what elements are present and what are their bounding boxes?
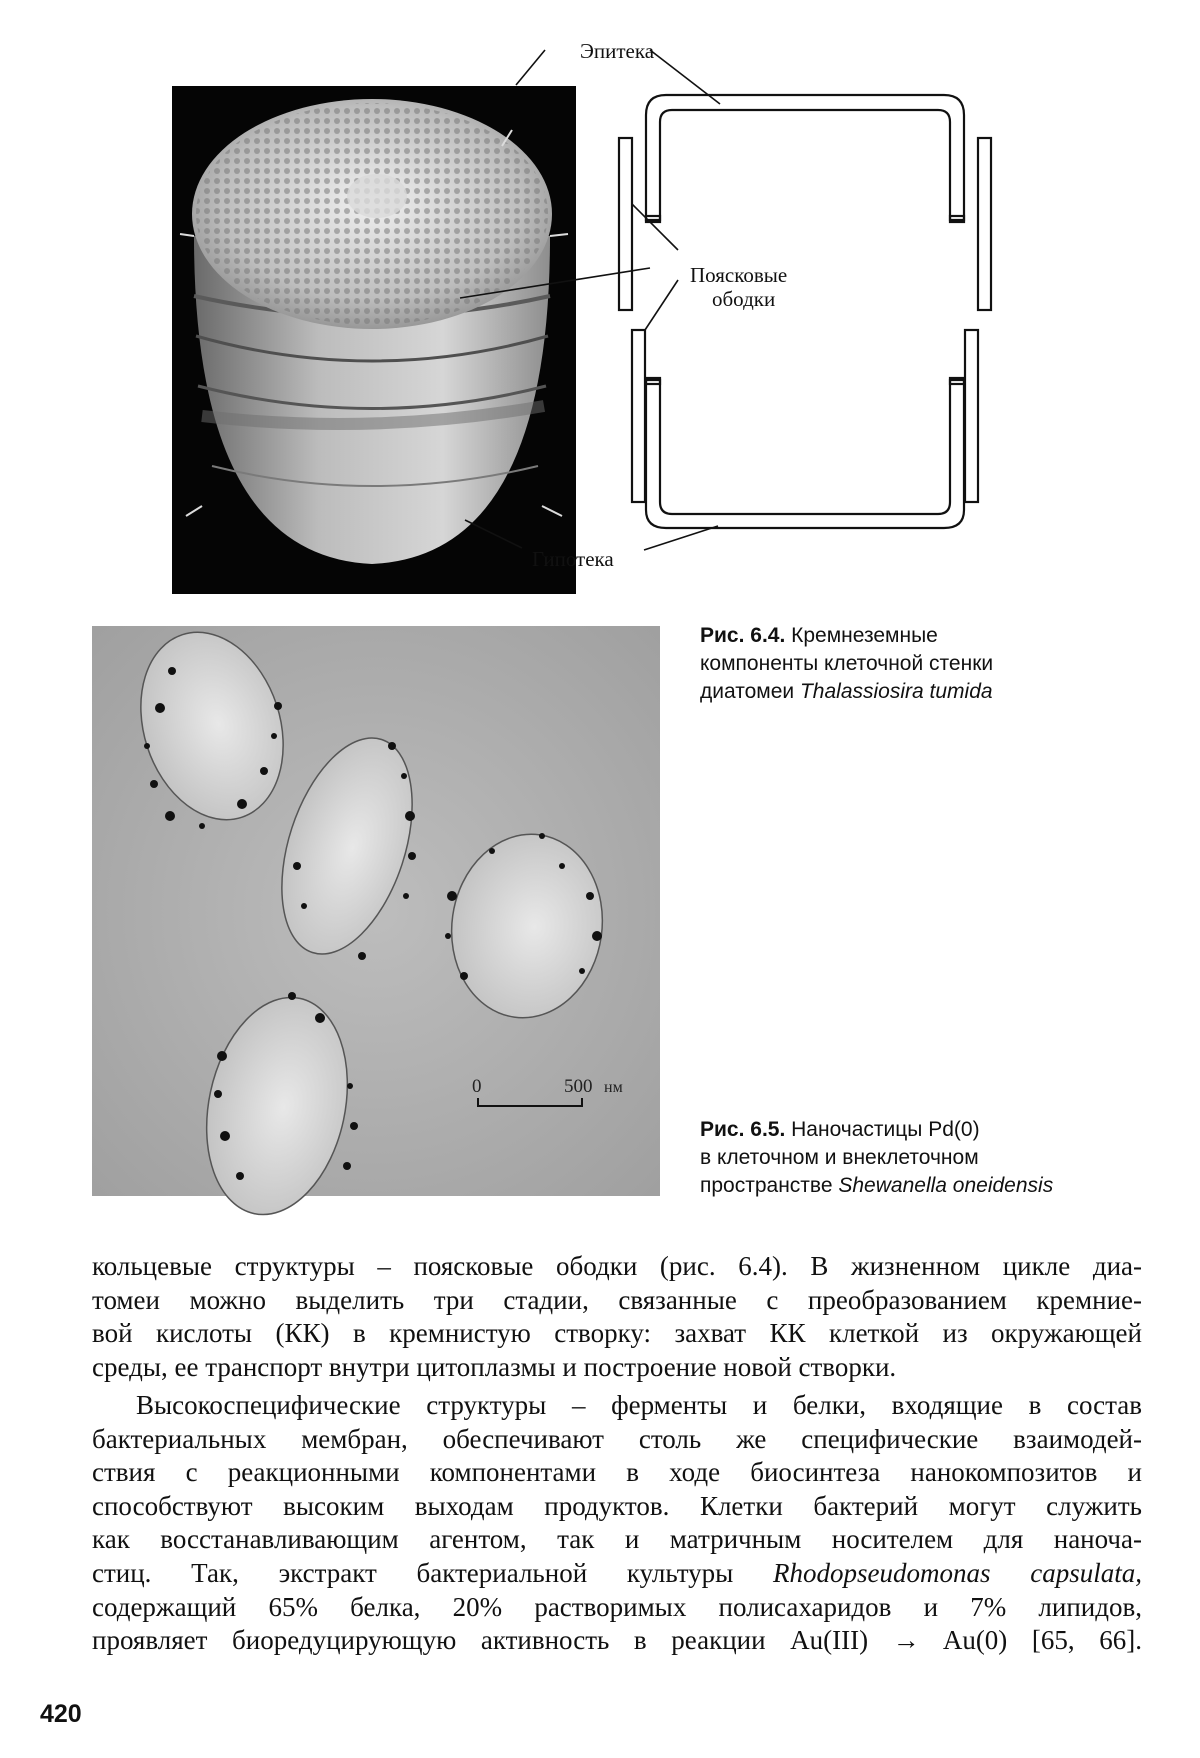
figure-6-5-caption-line3: пространстве <box>700 1174 833 1197</box>
figure-6-4-caption <box>700 622 1120 706</box>
label-girdle-bands-1: Поясковые <box>690 263 788 287</box>
figure-6-5-species: Shewanella oneidensis <box>838 1174 1054 1197</box>
figure-6-5-caption-line2: в клеточном и внеклеточном <box>700 1146 979 1169</box>
paragraph-2-line6-text: стиц. Так, экстракт бактериальной культуры <box>92 1557 734 1588</box>
scale-bar-start: 0 <box>472 1076 482 1097</box>
diatom-sem-photo <box>172 86 576 594</box>
paragraph-2-line: ствия с реакционными компонентами в ходе биосинтеза нанокомпозитов и <box>92 1457 1142 1488</box>
paragraph-1-line: среды, ее транспорт внутри цитоплазмы и построение новой створки. <box>92 1351 897 1382</box>
figure-6-5-caption-line1: Наночастицы Pd(0) <box>791 1118 980 1141</box>
paragraph-1-line: томеи можно выделить три стадии, связанные с преобразованием кремние- <box>92 1284 1142 1315</box>
label-girdle-bands-2: ободки <box>712 287 776 311</box>
diatom-wall-diagram <box>532 39 1080 600</box>
figure-6-4-number: Рис. 6.4. <box>700 624 786 647</box>
paragraph-1-line: вой кислоты (КК) в кремнистую створку: захват КК клеткой из окружающей <box>92 1318 1142 1349</box>
scale-bar-unit: нм <box>604 1079 623 1096</box>
label-hypotheca: Гипотека <box>532 547 614 571</box>
paragraph-2-line: способствуют высоким выходам продуктов. Клетки бактерий могут служить <box>92 1490 1142 1521</box>
paragraph-2-line: содержащий 65% белка, 20% растворимых полисахаридов и 7% липидов, <box>92 1591 1142 1622</box>
figure-6-5-number: Рис. 6.5. <box>700 1118 786 1141</box>
page-number: 420 <box>40 1700 82 1728</box>
label-epitheca: Эпитека <box>580 39 655 63</box>
scale-bar-value: 500 <box>564 1076 593 1097</box>
figure-6-4-species: Thalassiosira tumida <box>799 680 993 703</box>
paragraph-2-line: проявляет биоредуцирующую активность в реакции Au(III) → Au(0) [65, 66]. <box>92 1625 1142 1656</box>
nanoparticles-tem-photo <box>92 626 660 1196</box>
paragraph-2-line: Высокоспецифические структуры – ферменты и белки, входящие в состав <box>136 1390 1142 1420</box>
figure-6-5-caption <box>700 1116 1120 1200</box>
paragraph-2-line: бактериальных мембран, обеспечивают столь же специфические взаимодей- <box>92 1423 1142 1454</box>
figure-6-4-caption-line1: Кремнеземные <box>791 624 938 647</box>
paragraph-2-line <box>92 1557 1142 1591</box>
paragraph-1-line: кольцевые структуры – поясковые ободки (рис. 6.4). В жизненном цикле диа- <box>92 1251 1142 1281</box>
figure-6-4-caption-line3: диатомеи <box>700 680 795 703</box>
paragraph-2 <box>92 1389 1142 1658</box>
paragraph-2-line: как восстанавливающим агентом, так и матричным носителем для наноча- <box>92 1524 1142 1555</box>
paragraph-1 <box>92 1250 1142 1384</box>
figure-6-4-caption-line2: компоненты клеточной стенки <box>700 652 994 675</box>
species-rhodopseudomonas: Rhodopseudomonas capsulata, <box>773 1557 1143 1588</box>
